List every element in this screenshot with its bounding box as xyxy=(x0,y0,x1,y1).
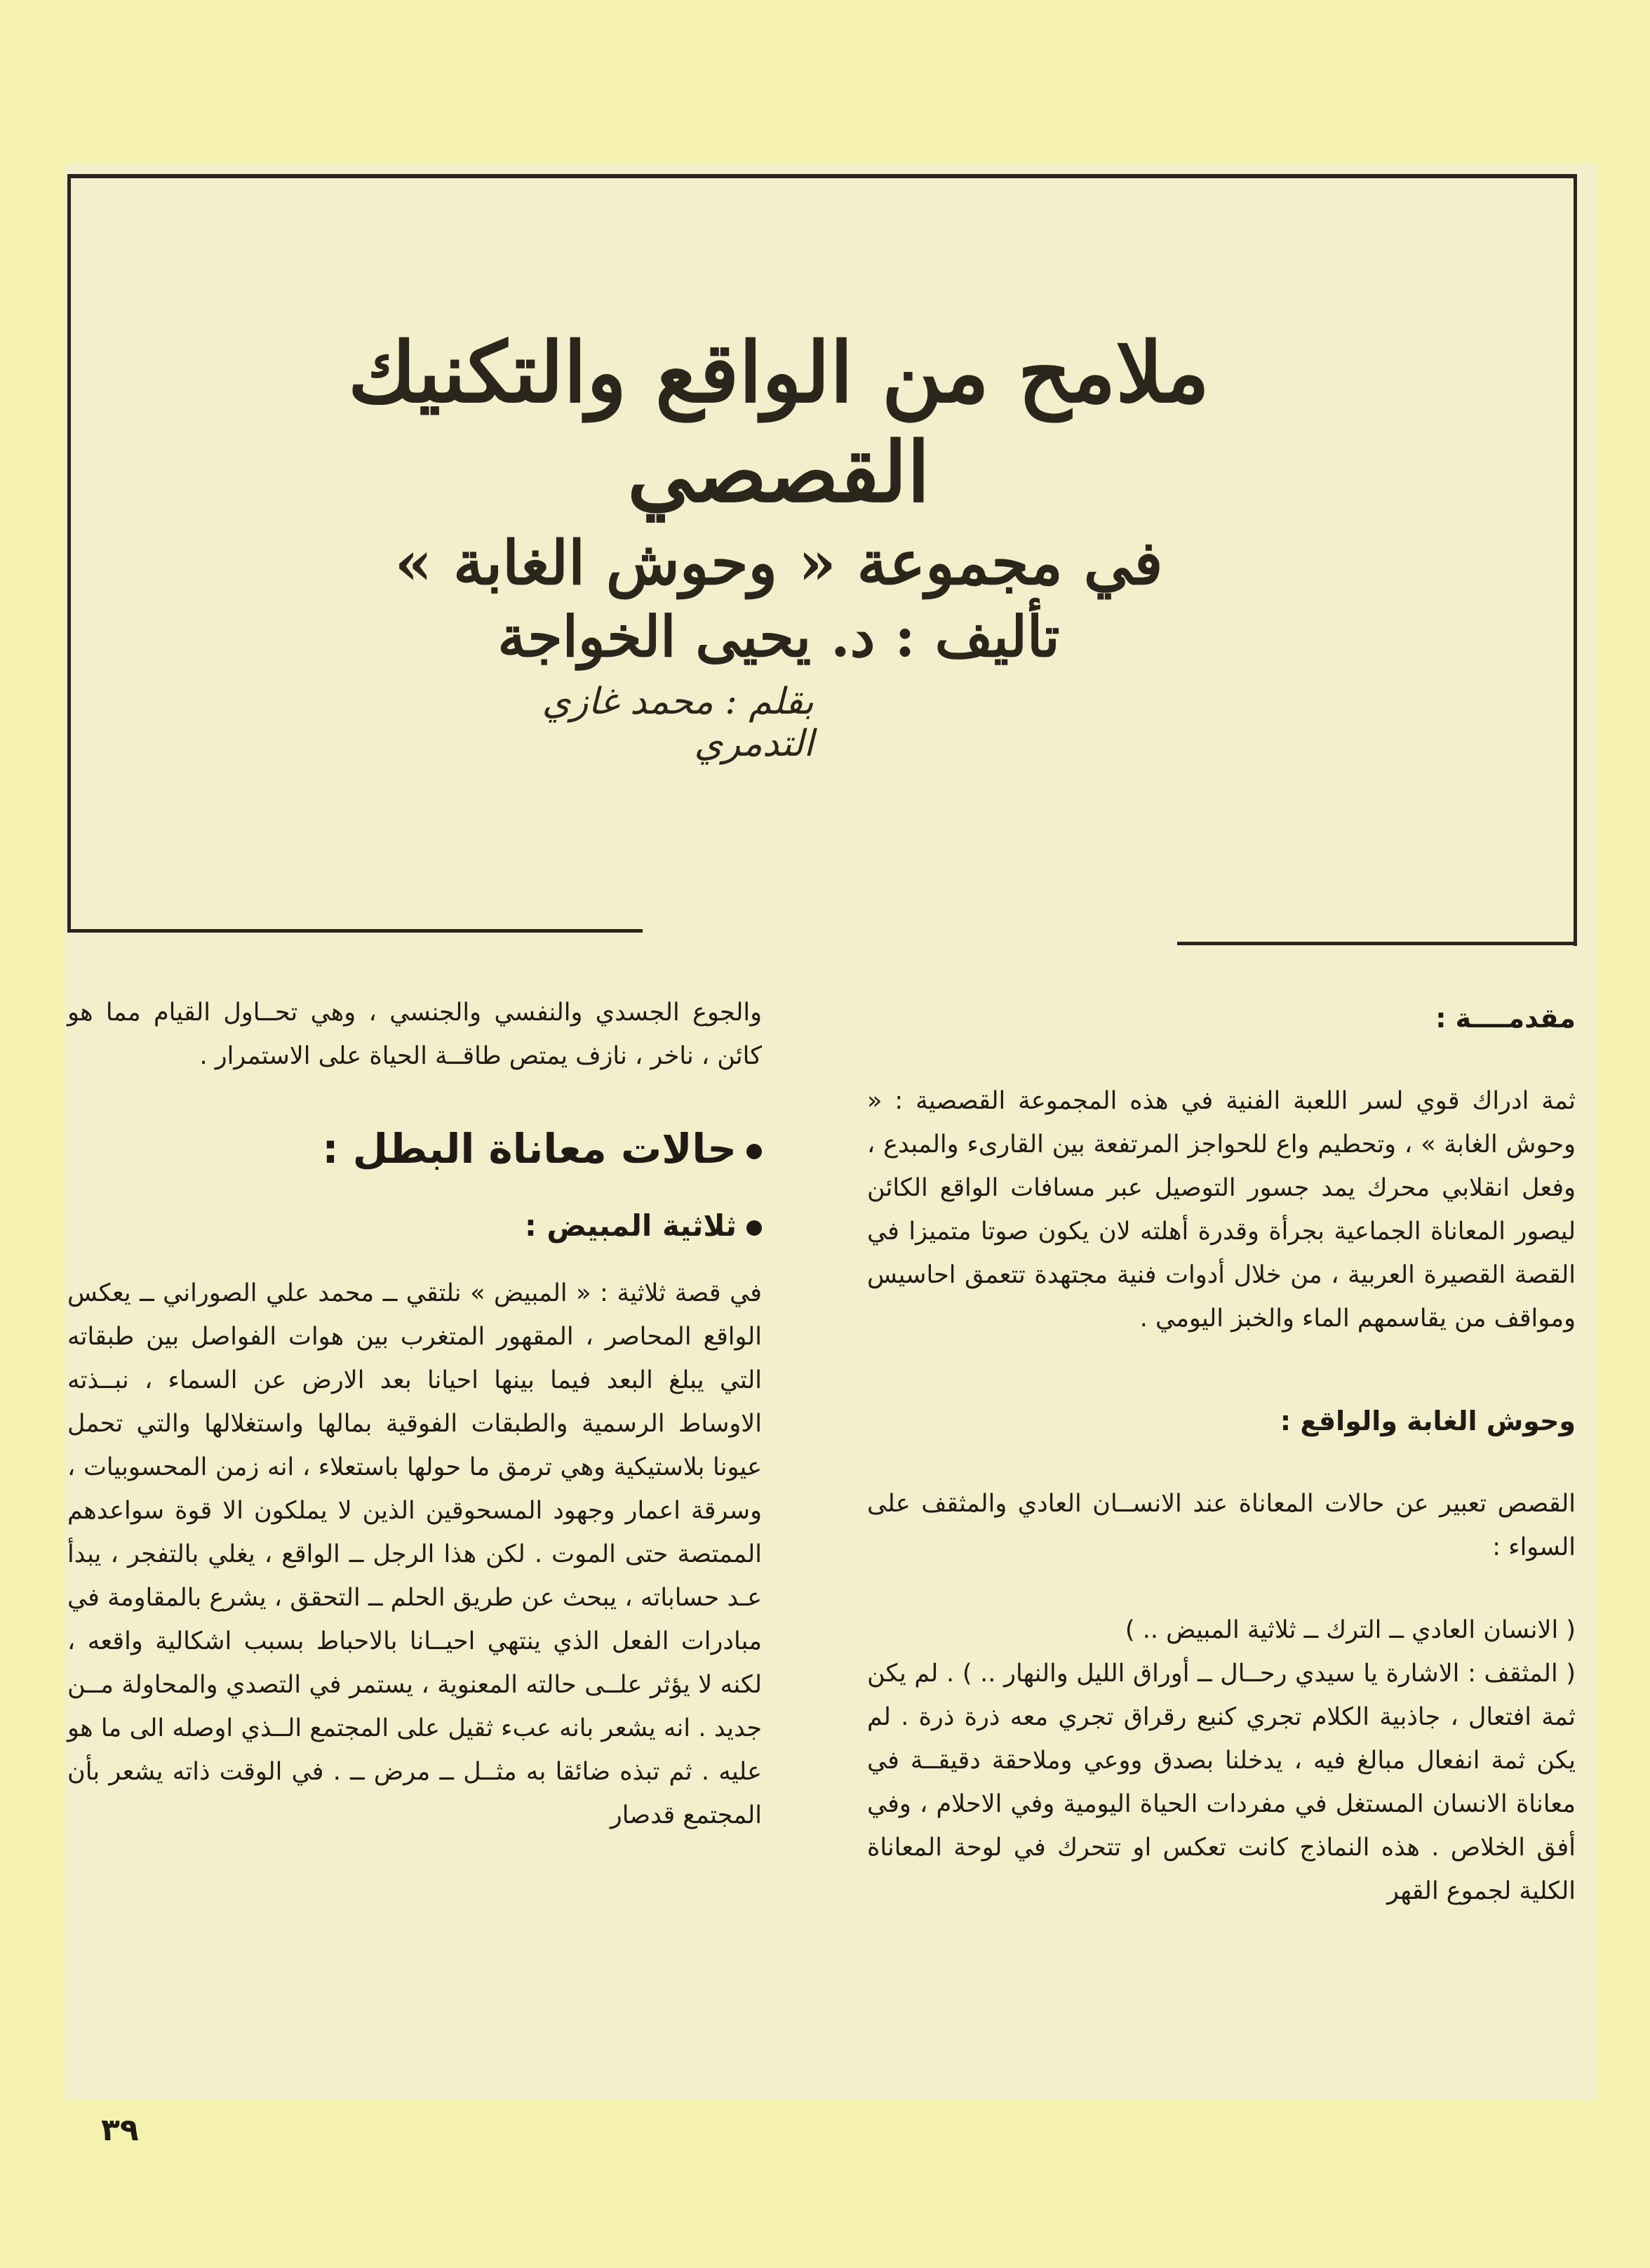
bullet-icon xyxy=(746,1144,762,1159)
article-subtitle: في مجموعة « وحوش الغابة » xyxy=(394,528,1163,599)
article-title: ملامح من الواقع والتكنيك القصصي xyxy=(347,323,1210,521)
list-paragraph: ( المثقف : الاشارة يا سيدي رحــال ــ أوراق الليل والنهار .. ) . لم يكن ثمة افتعال ، جاذبية الكلام تجري كنبع رقراق تجري معه ذرة ذرة . لم يكن ثمة انفعال مبالغ فيه ، يدخلنا بصدق ووعي وملاحقة دقيقــة في معاناة الانسان المستغل في مفردات الحياة اليومية وفي الاحلام ، وفي أفق الخلاص . هذه النماذج كانت تعكس او تتحرك في لوحة المعاناة الكلية لجموع القهر xyxy=(867,1660,1576,1905)
intro-heading: مقدمــــة : xyxy=(1435,1003,1576,1034)
main-heading-text: حالات معاناة البطل : xyxy=(322,1125,737,1173)
intro-paragraph: ثمة ادراك قوي لسر اللعبة الفنية في هذه المجموعة القصصية : « وحوش الغابة » ، وتحطيم واع للحواجز المرتفعة بين القارىء والمبدع ، وفعل انقلابي محرك يمد جسور التوصيل عبر مسافات الواقع الكائن ليصور المعاناة الجماعية بجرأة وقدرة أهلته لان يكون صوتا متميزا في القصة القصيرة العربية ، من خلال أدوات فنية مجتهدة تتعمق احاسيس ومواقف من يقاسمهم الماء والخبز اليومي . xyxy=(867,1087,1576,1333)
frame-right-rule xyxy=(1574,174,1577,946)
frame-left-rule xyxy=(67,174,71,932)
section-paragraph: القصص تعبير عن حالات المعاناة عند الانســان العادي والمثقف على السواء : xyxy=(867,1490,1576,1561)
sub-heading-text: ثلاثية المبيض : xyxy=(525,1208,737,1243)
frame-bottom-right-rule xyxy=(1177,942,1577,945)
bullet-icon xyxy=(746,1220,762,1236)
frame-top-rule xyxy=(67,174,1577,178)
list-line-ordinary-person: ( الانسان العادي ــ الترك ــ ثلاثية المبيض .. ) xyxy=(1125,1616,1576,1644)
page-number: ٣٩ xyxy=(101,2112,139,2148)
article-byline: بقلم : محمد غازي التدمري xyxy=(542,681,814,765)
frame-bottom-left-rule xyxy=(67,929,643,933)
section-heading: وحوش الغابة والواقع : xyxy=(1280,1406,1576,1436)
opening-paragraph: والجوع الجسدي والنفسي والجنسي ، وهي تحــاول القيام مما هو كائن ، ناخر ، نازف يمتص طاقــة الحياة على الاستمرار . xyxy=(67,999,762,1070)
title-block xyxy=(295,323,1263,672)
right-column xyxy=(867,996,1576,1913)
body-paragraph: في قصة ثلاثية : « المبيض » نلتقي ــ محمد علي الصوراني ــ يعكس الواقع المحاصر ، المقهور المتغرب بين هوات الفواصل بين طبقاته التي يبلغ البعد فيما بينها احيانا بعد الارض عن السماء ، نبــذته الاوساط الرسمية والطبقات الفوقية بمالها واستغلالها والتي تحمل عيونا بلاستيكية وهي ترمق ما حولها باستعلاء ، انه زمن المحسوبيات ، وسرقة اعمار وجهود المسحوقين الذين لا يملكون الا قوة سواعدهم الممتصة حتى الموت . لكن هذا الرجل ــ الواقع ، يغلي بالتفجر ، يبدأ عـد حساباته ، يبحث عن طريق الحلم ــ التحقق ، يشرع بالمقاومة في مبادرات الفعل الذي ينتهي احيــانا بالاحباط بسبب اشكالية واقعه ، لكنه لا يؤثر علــى حالته المعنوية ، يستمر في التصدي والمحاولة مــن جديد . انه يشعر بانه عبء ثقيل على المجتمع الــذي اوصله الى ما هو عليه . ثم تبذه ضائقا به مثــل ــ مرض ــ . في الوقت ذاته يشعر بأن المجتمع قدصار xyxy=(67,1279,762,1829)
sub-heading xyxy=(67,1201,762,1250)
left-column xyxy=(67,991,762,1837)
book-author: تأليف : د. يحيى الخواجة xyxy=(497,603,1060,669)
main-heading xyxy=(67,1117,762,1180)
